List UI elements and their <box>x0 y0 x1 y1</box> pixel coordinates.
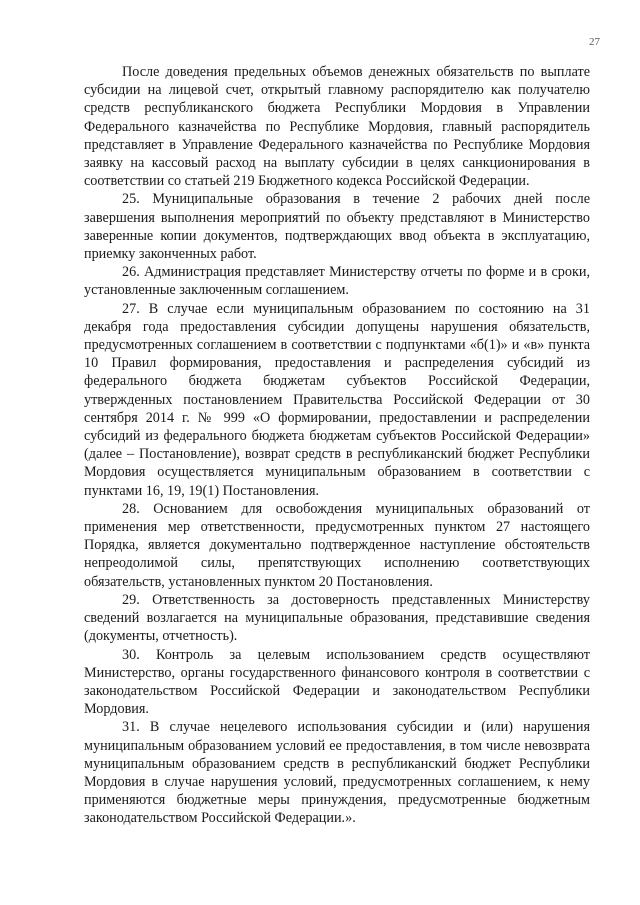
paragraph-26: 26. Администрация представляет Министерству отчеты по форме и в сроки, установленные заключенным соглашением. <box>84 264 590 299</box>
paragraph-29: 29. Ответственность за достоверность представленных Министерству сведений возлагается на муниципальные образования, представившие сведения (документы, отчетность). <box>84 591 590 645</box>
paragraph-30: 30. Контроль за целевым использованием средств осуществляют Министерство, органы государственного финансового контроля в соответствии с законодательством Российской Федерации и законодательством Республики Мордовия. <box>84 646 590 718</box>
paragraph-25: 25. Муниципальные образования в течение 2 рабочих дней после завершения выполнения мероприятий по объекту представляют в Министерство заверенные копии документов, подтверждающих ввод объекта в эксплуатацию, приемку законченных работ. <box>84 191 590 263</box>
paragraph-28: 28. Основанием для освобождения муниципальных образований от применения мер ответственности, предусмотренных пунктом 27 настоящего Порядка, является документально подтвержденное наступление обстоятельств непреодолимой силы, препятствующих исполнению соответствующих обязательств, установленных пунктом 20 Постановления. <box>84 500 590 590</box>
page-number: 27 <box>589 36 600 48</box>
paragraph-intro: После доведения предельных объемов денежных обязательств по выплате субсидии на лицевой счет, открытый главному распорядителю как получателю средств республиканского бюджета Республики Мордовия в Управлении Федерального казначейства по Республике Мордовия, главный распорядитель представляет в Управление Федерального казначейства по Республике Мордовия заявку на кассовый расход на выплату субсидии в целях санкционирования в соответствии со статьей 219 Бюджетного кодекса Российской Федерации. <box>84 64 590 190</box>
document-body <box>84 63 590 828</box>
paragraph-31: 31. В случае нецелевого использования субсидии и (или) нарушения муниципальным образованием условий ее предоставления, в том числе невозврата муниципальным образованием средств в республиканский бюджет Республики Мордовия в случае нарушения условий, предусмотренных соглашением, к нему применяются бюджетные меры принуждения, предусмотренные бюджетным законодательством Российской Федерации.». <box>84 719 590 827</box>
paragraph-27: 27. В случае если муниципальным образованием по состоянию на 31 декабря года предоставления субсидии допущены нарушения обязательств, предусмотренных соглашением в соответствии с подпунктами «б(1)» и «в» пункта 10 Правил формирования, предоставления и распределения субсидий из федерального бюджета бюджетам субъектов Российской Федерации, утвержденных постановлением Правительства Российской Федерации от 30 сентября 2014 г. № 999 «О формировании, предоставлении и распределении субсидий из федерального бюджета бюджетам субъектов Российской Федерации» (далее – Постановление), возврат средств в республиканский бюджет Республики Мордовия осуществляется муниципальным образованием в соответствии с пунктами 16, 19, 19(1) Постановления. <box>84 300 590 499</box>
